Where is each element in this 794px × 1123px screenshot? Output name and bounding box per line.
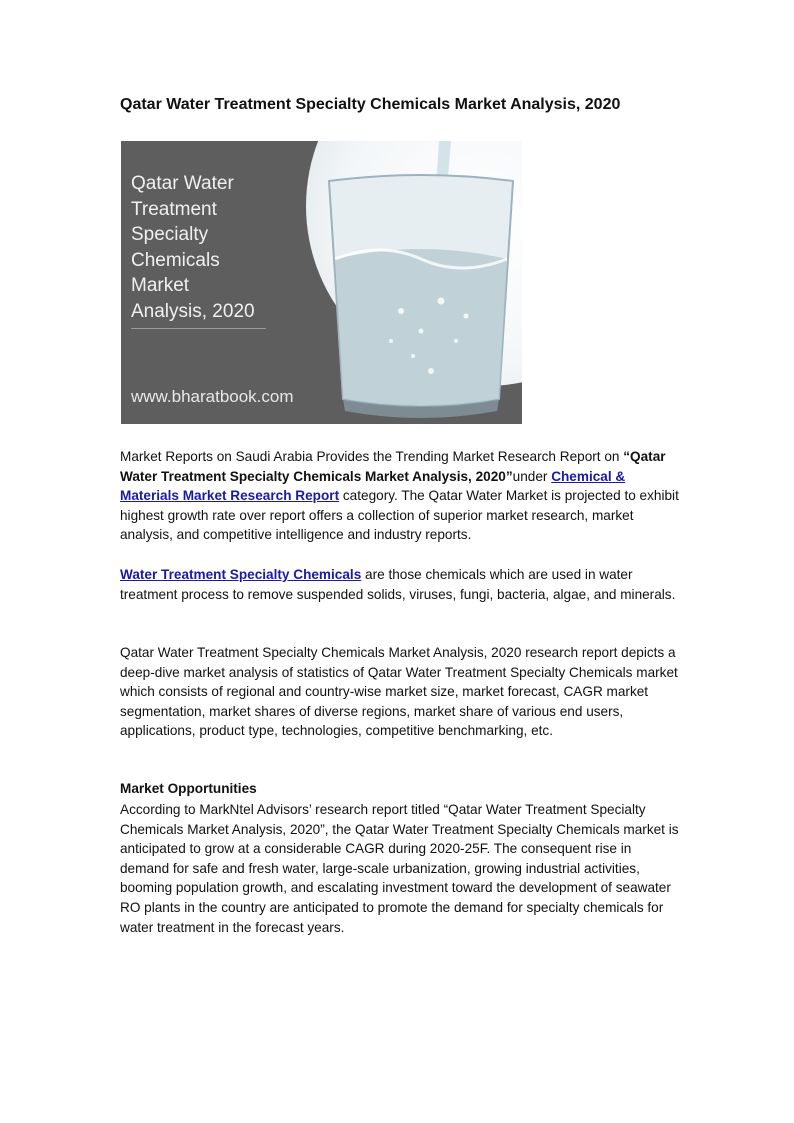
definition-text: are those chemicals which are used in water treatment process to remove suspended solids, viruses, fungi, bacteria, algae, and minerals. <box>120 567 676 602</box>
hero-image <box>121 141 522 424</box>
intro-paragraph <box>120 447 680 545</box>
intro-rest-text: category. The Qatar Water Market is projected to exhibit highest growth rate over report offers a collection of superior market research, market analysis, and competitive intelligence and industry reports. <box>120 488 679 543</box>
hero-caption-line: Qatar Water <box>131 173 234 194</box>
hero-divider <box>131 328 266 329</box>
report-title-quote: “Qatar Water Treatment Specialty Chemicals Market Analysis, 2020” <box>120 449 666 484</box>
hero-caption-line: Chemicals <box>131 249 220 271</box>
page-title: Qatar Water Treatment Specialty Chemicals Market Analysis, 2020 <box>120 96 621 113</box>
market-opportunities-heading: Market Opportunities <box>120 781 257 796</box>
hero-url: www.bharatbook.com <box>131 387 294 406</box>
under-text: under <box>512 468 552 484</box>
hero-caption-line: Market <box>131 275 190 296</box>
hero-caption-line: Treatment <box>131 198 217 220</box>
product-link[interactable]: Water Treatment Specialty Chemicals <box>120 567 362 582</box>
analysis-paragraph: Qatar Water Treatment Specialty Chemicals Market Analysis, 2020 research report depicts a deep-dive market analysis of statistics of Qatar Water Treatment Specialty Chemicals market which consists of regional and country-wise market size, market forecast, CAGR market segmentation, market shares of diverse regions, market share of various end users, applications, product type, technologies, competitive benchmarking, etc. <box>120 645 678 739</box>
definition-paragraph <box>120 565 680 604</box>
hero-caption-line: Analysis, 2020 <box>131 300 255 322</box>
hero-caption-line: Specialty <box>131 224 209 245</box>
hero-caption <box>131 171 276 324</box>
market-opportunities-paragraph: According to MarkNtel Advisors’ research report titled “Qatar Water Treatment Specialty Chemicals Market Analysis, 2020”, the Qatar Water Treatment Specialty Chemicals market is anticipated to grow at a considerable CAGR during 2020-25F. The consequent rise in demand for safe and fresh water, large-scale urbanization, growing industrial activities, booming population growth, and escalating investment toward the development of seawater RO plants in the country are anticipated to promote the demand for specialty chemicals for water treatment in the forecast years. <box>120 802 679 935</box>
intro-text: Market Reports on Saudi Arabia Provides the Trending Market Research Report on <box>120 449 624 464</box>
category-link[interactable]: Chemical & Materials Market Research Report <box>120 468 626 504</box>
